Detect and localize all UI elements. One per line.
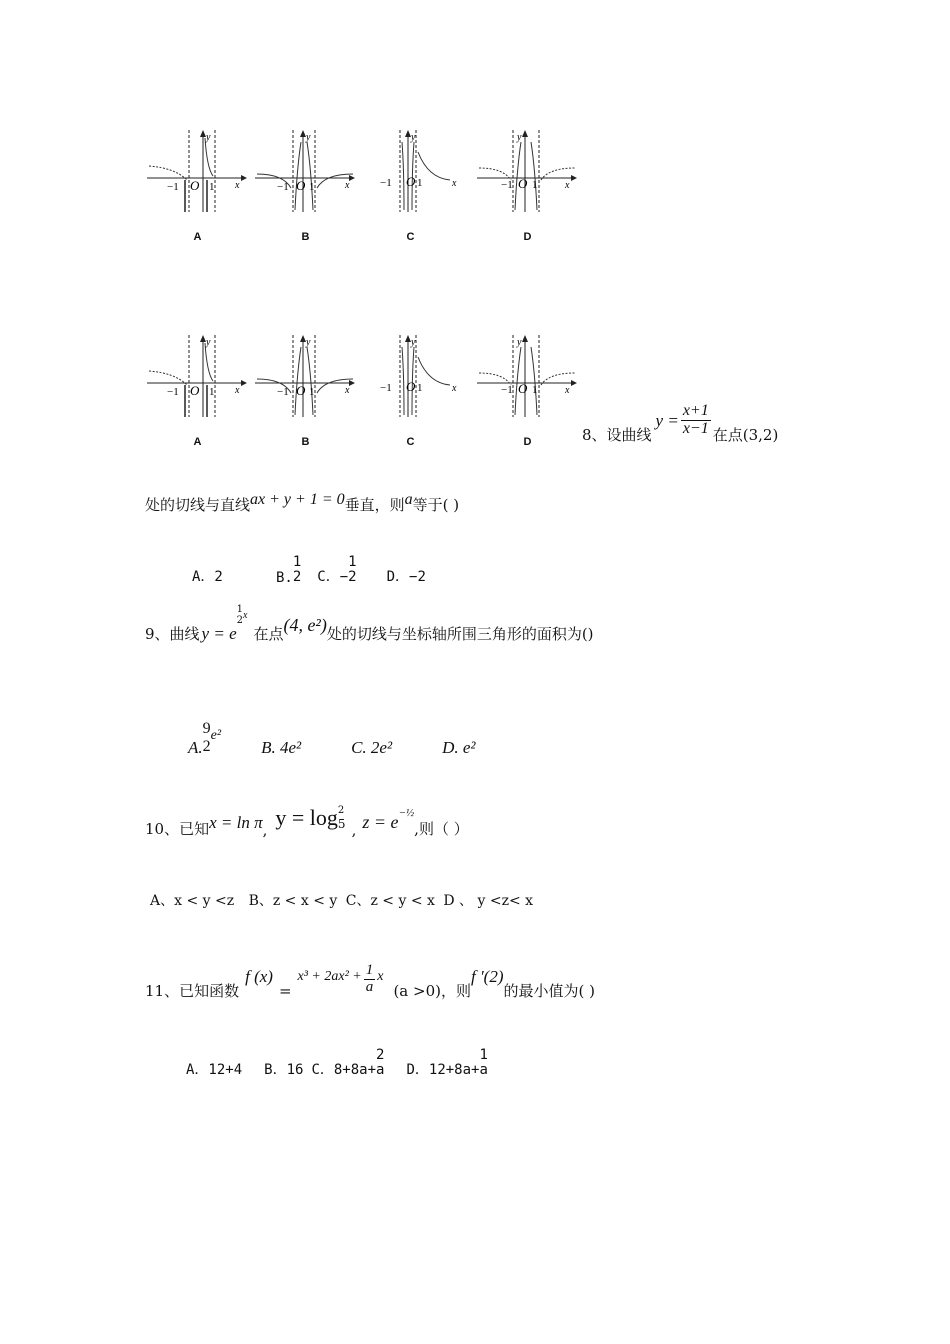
- graph-a2-origin: O: [190, 383, 200, 398]
- q9-opt-c: C. 2e²: [351, 738, 393, 757]
- q8-opt-b-num: 1: [292, 554, 302, 570]
- q8-opt-c-pre: C．−: [317, 568, 349, 585]
- q8-line2-c: 等于( ): [412, 496, 460, 514]
- q8-var-a: a: [404, 491, 413, 508]
- graph-b-axis-x: x: [345, 180, 350, 191]
- graph-c-axis-x: x: [452, 178, 457, 189]
- graph-row-top: [140, 128, 590, 248]
- q10-prefix: 10、已知: [145, 819, 210, 838]
- q8-line-eq: ax + y + 1 = 0: [250, 491, 345, 508]
- graph-a-origin: O: [190, 178, 200, 193]
- q10-options: [150, 890, 533, 910]
- graph-c2-axis-y: y: [411, 337, 416, 348]
- graph-c-2: [358, 333, 463, 433]
- graph-c-origin: O: [406, 174, 416, 189]
- q8-line1: [582, 396, 778, 445]
- q11-cond: (a >0)，则: [393, 982, 471, 1000]
- q11-prefix: 11、已知函数: [145, 982, 240, 1000]
- q8-line2-a: 处的切线与直线: [145, 496, 251, 514]
- q11-fp2: f ′(2): [470, 966, 504, 986]
- q8-opt-c-num: 1: [348, 554, 357, 570]
- q9-line: [145, 604, 594, 644]
- q10-log-sup: 2: [337, 805, 345, 816]
- q11-opt-b: B．16: [264, 1061, 304, 1078]
- graph-d-tick-neg: −1: [501, 179, 513, 191]
- graph-c-axis-y: y: [411, 132, 416, 143]
- q10-log: [338, 804, 346, 833]
- graph-label-c: C: [406, 231, 415, 243]
- graph-label-a-2: A: [193, 436, 202, 448]
- q9-opt-d: D. e²: [442, 738, 476, 757]
- graph-b2-tick-neg: −1: [277, 386, 289, 398]
- q9-options: [188, 718, 476, 758]
- q9-exp-den: 2: [236, 615, 243, 626]
- graph-d-axis-y: y: [517, 132, 522, 143]
- q8-opt-b-den: 2: [292, 569, 302, 586]
- graph-a-tick-pos: 1: [209, 181, 215, 193]
- q8-opt-c-frac: [348, 555, 356, 586]
- graph-label-b: B: [301, 231, 310, 243]
- graph-d2-tick-neg: −1: [501, 384, 513, 396]
- graph-b-origin: O: [296, 178, 306, 193]
- graph-label-d: D: [523, 231, 532, 243]
- graph-d-2: [475, 333, 580, 433]
- q10-opt-b: B、z < x < y: [248, 893, 338, 909]
- graph-row-bottom: [140, 333, 590, 453]
- q8-line2: [145, 491, 460, 515]
- graph-d2-tick-pos: 1: [532, 384, 538, 396]
- q8-opt-b-pre: B.: [276, 569, 293, 586]
- q8-options: [192, 555, 426, 586]
- q8-y-eq: y =: [655, 410, 679, 430]
- q8-opt-a: A．2: [192, 568, 223, 585]
- q10-comma2: ,: [351, 820, 357, 839]
- q10-log-base: 5: [337, 817, 346, 831]
- q11-opt-c-pre: C．8+8a+: [311, 1061, 377, 1078]
- q8-line2-b: 垂直，则: [344, 496, 405, 514]
- q11-fraction: [364, 963, 376, 996]
- graph-c-tick-pos: 1: [417, 177, 423, 189]
- graph-c2-tick-pos: 1: [417, 382, 423, 394]
- graph-a2-tick-pos: 1: [209, 386, 215, 398]
- q11-opt-d-pre: D．12+8a+: [406, 1061, 480, 1078]
- q9-opt-a-num: 9: [202, 720, 211, 738]
- q10-comma1: ,: [262, 820, 268, 839]
- graph-a2-axis-y: y: [206, 337, 211, 348]
- q9-opt-a-post: e²: [210, 728, 222, 743]
- q10-y-eq: y = log: [275, 804, 338, 830]
- graph-label-c-2: C: [406, 436, 415, 448]
- graph-a-axis-y: y: [206, 132, 211, 143]
- graph-b-2: [253, 333, 358, 433]
- q11-opt-c-frac: [376, 1048, 384, 1079]
- q11-opt-c-den: a: [376, 1062, 385, 1079]
- q9-opt-b: B. 4e²: [261, 738, 302, 757]
- q11-eq: =: [278, 981, 292, 1000]
- q11-frac-num: 1: [365, 962, 374, 979]
- graph-d-origin: O: [518, 176, 528, 191]
- q11-opt-d-den: a: [479, 1062, 488, 1079]
- q10-line: [145, 804, 469, 839]
- q8-num: x+1: [682, 402, 709, 420]
- graph-d-tick-pos: 1: [532, 179, 538, 191]
- q11-options: [186, 1048, 488, 1079]
- q10-opt-d: D 、 y <z< x: [443, 893, 534, 909]
- q10-z-exp: −½: [398, 806, 415, 819]
- graph-c: [358, 128, 463, 228]
- graph-c2-tick-neg: −1: [380, 382, 392, 394]
- graph-label-b-2: B: [301, 436, 310, 448]
- q10-z-eq: z = e: [362, 811, 399, 832]
- graph-b: [253, 128, 358, 228]
- q11-fx: f (x): [245, 966, 273, 986]
- q9-suffix: 处的切线与坐标轴所围三角形的面积为(): [326, 625, 594, 643]
- graph-b2-axis-y: y: [306, 337, 311, 348]
- graph-a-2: [145, 333, 250, 433]
- graph-c-tick-neg: −1: [380, 177, 392, 189]
- q11-line: [145, 958, 595, 1001]
- graph-b2-axis-x: x: [345, 385, 350, 396]
- graph-d2-axis-y: y: [517, 337, 522, 348]
- q8-opt-b-frac: [293, 555, 301, 586]
- q9-prefix: 9、曲线: [145, 625, 200, 643]
- graph-d2-origin: O: [518, 381, 528, 396]
- q9-opt-a-den: 2: [202, 738, 211, 755]
- graph-a: [145, 128, 250, 228]
- q11-frac-den: a: [365, 979, 374, 995]
- q11-opt-c-num: 2: [376, 1047, 385, 1063]
- q10-x-eq: x = ln π: [209, 812, 263, 832]
- graph-c2-axis-x: x: [452, 383, 457, 394]
- graph-label-d-2: D: [523, 436, 532, 448]
- graph-a-axis-x: x: [235, 180, 240, 191]
- q11-opt-a: A．12+4: [186, 1061, 243, 1078]
- q11-poly: x³ + 2ax² +: [297, 968, 362, 984]
- q10-suffix: ,则（ ）: [414, 819, 469, 838]
- q8-den: x−1: [682, 420, 709, 437]
- q8-fraction: [681, 403, 711, 438]
- graph-a2-axis-x: x: [235, 385, 240, 396]
- graph-label-a: A: [193, 231, 202, 243]
- graph-a-tick-neg: −1: [167, 181, 179, 193]
- q11-opt-d-num: 1: [479, 1047, 488, 1063]
- q9-opt-a-frac: [203, 720, 211, 755]
- graph-b2-origin: O: [296, 383, 306, 398]
- graph-b-axis-y: y: [306, 132, 311, 143]
- q9-opt-a-pre: A.: [188, 738, 203, 757]
- q8-opt-c-den: 2: [348, 569, 357, 586]
- graph-c2-origin: O: [406, 379, 416, 394]
- graph-a2-tick-neg: −1: [167, 386, 179, 398]
- q10-opt-c: C、z < y < x: [345, 893, 435, 909]
- graph-b2-tick-pos: 1: [309, 386, 315, 398]
- q11-opt-d-frac: [479, 1048, 487, 1079]
- graph-d2-axis-x: x: [565, 385, 570, 396]
- q9-exp-num: 1: [236, 604, 243, 615]
- q8-opt-d: D．−2: [386, 568, 426, 585]
- q9-mid: 在点: [253, 625, 284, 643]
- graph-d: [475, 128, 580, 228]
- graph-b-tick-pos: 1: [309, 181, 315, 193]
- q9-exp-var: x: [242, 609, 248, 621]
- q8-prefix: 8、设曲线: [582, 426, 652, 444]
- q10-opt-a: A、x < y <z: [150, 893, 235, 909]
- q9-y-eq: y = e: [201, 624, 237, 643]
- q11-suffix: 的最小值为( ): [503, 982, 595, 1000]
- q9-point: (4, e²): [283, 615, 327, 635]
- q11-var: x: [377, 968, 384, 984]
- graph-d-axis-x: x: [565, 180, 570, 191]
- q8-after: 在点(3,2): [712, 426, 779, 444]
- graph-b-tick-neg: −1: [277, 181, 289, 193]
- q9-exponent: [237, 604, 248, 626]
